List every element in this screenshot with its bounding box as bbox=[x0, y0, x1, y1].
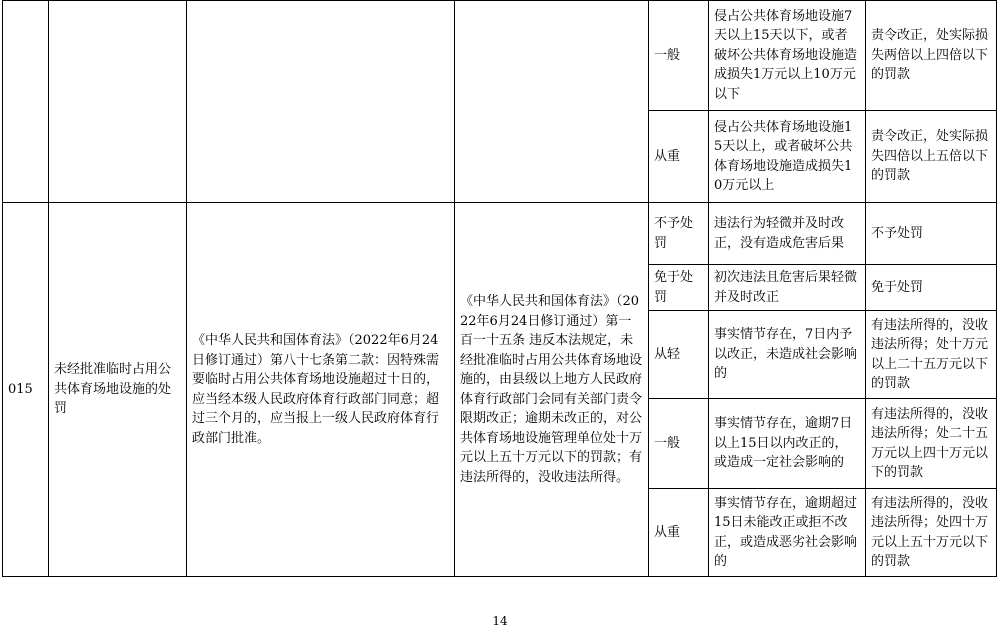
cell-empty bbox=[49, 1, 187, 203]
item-name: 未经批准临时占用公共体育场地设施的处罚 bbox=[49, 203, 187, 577]
circumstance-cell: 违法行为轻微并及时改正，没有造成危害后果 bbox=[709, 203, 866, 265]
standard-cell: 责令改正，处实际损失两倍以上四倍以下的罚款 bbox=[866, 1, 997, 111]
level-cell: 免于处罚 bbox=[649, 265, 709, 311]
circumstance-cell: 事实情节存在，逾期7日以上15日以内改正的，或造成一定社会影响的 bbox=[709, 399, 866, 489]
item-number: 015 bbox=[3, 203, 49, 577]
standard-cell: 免于处罚 bbox=[866, 265, 997, 311]
circumstance-cell: 侵占公共体育场地设施7天以上15天以下，或者破坏公共体育场地设施造成损失1万元以上10万元以下 bbox=[709, 1, 866, 111]
circumstance-cell: 侵占公共体育场地设施15天以上，或者破坏公共体育场地设施造成损失10万元以上 bbox=[709, 111, 866, 203]
circumstance-cell: 初次违法且危害后果轻微并及时改正 bbox=[709, 265, 866, 311]
standard-cell: 有违法所得的，没收违法所得；处十万元以上二十五万元以下的罚款 bbox=[866, 311, 997, 399]
level-cell: 从轻 bbox=[649, 311, 709, 399]
table-row bbox=[3, 203, 997, 265]
basis-violation: 《中华人民共和国体育法》（2022年6月24日修订通过）第八十七条第二款：因特殊需要临时占用公共体育场地设施超过十日的，应当经本级人民政府体育行政部门同意；超过三个月的，应当报上一级人民政府体育行政部门批准。 bbox=[187, 203, 455, 577]
level-cell: 不予处罚 bbox=[649, 203, 709, 265]
level-cell: 从重 bbox=[649, 111, 709, 203]
level-cell: 一般 bbox=[649, 399, 709, 489]
cell-empty bbox=[187, 1, 455, 203]
penalty-table bbox=[2, 0, 997, 577]
standard-cell: 有违法所得的，没收违法所得；处四十万元以上五十万元以下的罚款 bbox=[866, 489, 997, 577]
table-row bbox=[3, 1, 997, 111]
level-cell: 一般 bbox=[649, 1, 709, 111]
standard-cell: 责令改正，处实际损失四倍以上五倍以下的罚款 bbox=[866, 111, 997, 203]
standard-cell: 不予处罚 bbox=[866, 203, 997, 265]
circumstance-cell: 事实情节存在，7日内予以改正，未造成社会影响的 bbox=[709, 311, 866, 399]
cell-empty bbox=[3, 1, 49, 203]
standard-cell: 有违法所得的，没收违法所得；处二十五万元以上四十万元以下的罚款 bbox=[866, 399, 997, 489]
level-cell: 从重 bbox=[649, 489, 709, 577]
basis-penalty: 《中华人民共和国体育法》（2022年6月24日修订通过）第一百一十五条 违反本法规定，未经批准临时占用公共体育场地设施的，由县级以上地方人民政府体育行政部门会同有关部门责令限期改正；逾期未改正的，对公共体育场地设施管理单位处十万元以上五十万元以下的罚款；有违法所得的，没收违法所得。 bbox=[455, 203, 649, 577]
circumstance-cell: 事实情节存在，逾期超过15日未能改正或拒不改正，或造成恶劣社会影响的 bbox=[709, 489, 866, 577]
cell-empty bbox=[455, 1, 649, 203]
page-number: 14 bbox=[492, 614, 508, 628]
